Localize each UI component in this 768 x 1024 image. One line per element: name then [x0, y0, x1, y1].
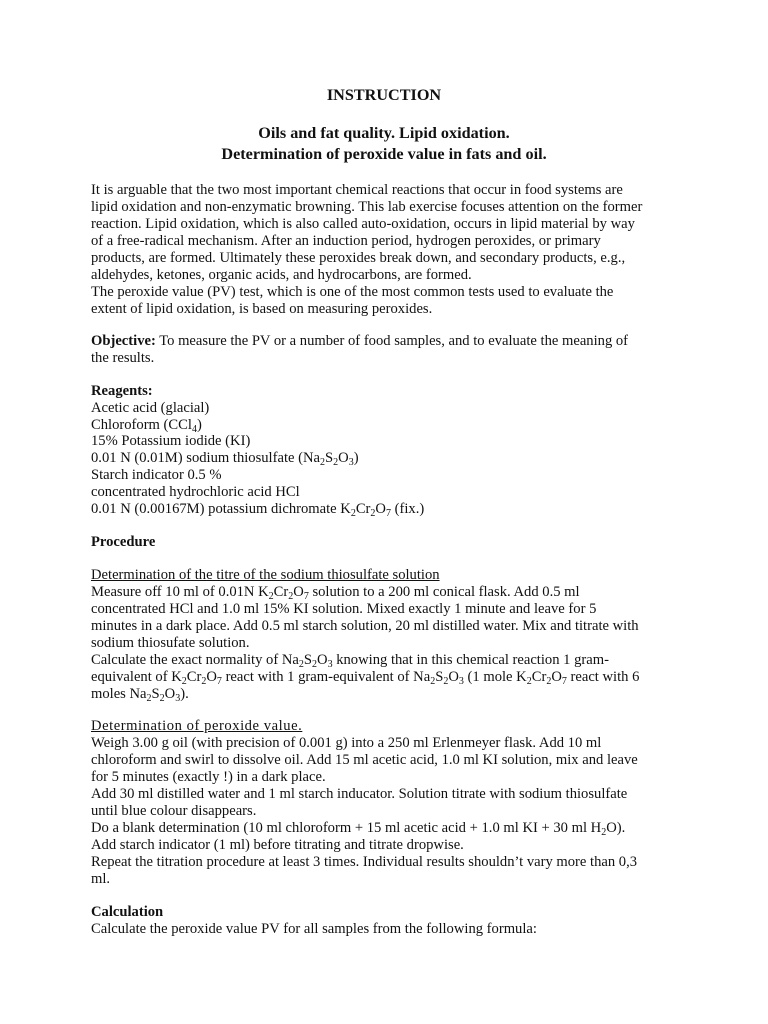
- pv-line: Add 30 ml distilled water and 1 ml starch inducator. Solution titrate with sodium thiosulfate: [91, 786, 628, 802]
- procedure-heading: Procedure: [91, 534, 156, 550]
- pv-line: for 5 minutes (exactly !) in a dark place.: [91, 769, 326, 785]
- reagent-item: concentrated hydrochloric acid HCl: [91, 484, 300, 500]
- titre-line: minutes in a dark place. Add 0.5 ml starch solution, 20 ml distilled water. Mix and titrate with: [91, 618, 639, 634]
- objective-line-1: [91, 333, 628, 350]
- pv-line: Repeat the titration procedure at least 3 times. Individual results shouldn’t vary more than 0,3: [91, 854, 638, 870]
- calculation-text: Calculate the peroxide value PV for all samples from the following formula:: [91, 921, 537, 937]
- titre-line: concentrated HCl and 1.0 ml 15% KI solution. Mixed exactly 1 minute and leave for 5: [91, 601, 597, 617]
- pv-line: ml.: [91, 871, 111, 887]
- document-title-line-1: Oils and fat quality. Lipid oxidation.: [258, 124, 510, 142]
- titre-line: sodium thiosufate solution.: [91, 635, 250, 651]
- intro-line: extent of lipid oxidation, is based on measuring peroxides.: [91, 301, 433, 317]
- pv-section-heading: Determination of peroxide value.: [91, 718, 303, 734]
- reagent-item: Starch indicator 0.5 %: [91, 467, 222, 483]
- document-title-line-2: Determination of peroxide value in fats and oil.: [221, 145, 547, 163]
- reagent-item: Chloroform (CCl$_4$): [91, 417, 202, 435]
- reagent-item: Acetic acid (glacial): [91, 400, 210, 416]
- titre-line: Measure off 10 ml of 0.01N $K_2Cr_2O_7$ solution to a 200 ml conical flask. Add 0.5 ml: [91, 584, 580, 602]
- objective-label: Objective:: [91, 333, 156, 349]
- titre-section-heading: Determination of the titre of the sodium thiosulfate solution: [91, 567, 440, 583]
- pv-line: chloroform and swirl to dissolve oil. Add 15 ml acetic acid, 1.0 ml KI solution, mix and leave: [91, 752, 638, 768]
- intro-line: aldehydes, ketones, organic acids, and hydrocarbons, are formed.: [91, 267, 472, 283]
- pv-line: Add starch indicator (1 ml) before titrating and titrate dropwise.: [91, 837, 464, 853]
- titre-line: moles $Na_2S_2O_3$).: [91, 686, 189, 704]
- reagent-item: 0.01 N (0.00167M) potassium dichromate $K_2Cr_2O_7$ (fix.): [91, 501, 425, 519]
- pv-line: until blue colour disappears.: [91, 803, 257, 819]
- objective-line-2: the results.: [91, 350, 155, 366]
- intro-line: reaction. Lipid oxidation, which is also called auto-oxidation, occurs in lipid material by way: [91, 216, 635, 232]
- pv-line: Do a blank determination (10 ml chloroform + 15 ml acetic acid + 1.0 ml KI + 30 ml $H_2O$).: [91, 820, 626, 838]
- intro-line: of a free-radical mechanism. After an induction period, hydrogen peroxides, or primary: [91, 233, 601, 249]
- intro-line: The peroxide value (PV) test, which is one of the most common tests used to evaluate the: [91, 284, 614, 300]
- objective-text: To measure the PV or a number of food samples, and to evaluate the meaning of: [155, 333, 629, 349]
- document-heading: INSTRUCTION: [326, 86, 442, 104]
- reagent-item: 0.01 N (0.01M) sodium thiosulfate $(Na_2S_2O_3)$: [91, 450, 359, 468]
- intro-line: lipid oxidation and non-enzymatic browning. This lab exercise focuses attention on the former: [91, 199, 643, 215]
- intro-line: products, are formed. Ultimately these peroxides break down, and secondary products, e.g.,: [91, 250, 626, 266]
- titre-line: Calculate the exact normality of $Na_2S_2O_3$ knowing that in this chemical reaction 1 gram-: [91, 652, 609, 670]
- titre-line: equivalent of $K_2Cr_2O_7$ react with 1 gram-equivalent of $Na_2S_2O_3$ (1 mole $K_2Cr_2O_7$ react with 6: [91, 669, 640, 687]
- pv-line: Weigh 3.00 g oil (with precision of 0.001 g) into a 250 ml Erlenmeyer flask. Add 10 ml: [91, 735, 602, 751]
- calculation-heading: Calculation: [91, 904, 164, 920]
- reagents-heading: Reagents:: [91, 383, 153, 399]
- intro-line: It is arguable that the two most important chemical reactions that occur in food systems are: [91, 182, 623, 198]
- reagent-item: 15% Potassium iodide (KI): [91, 433, 251, 449]
